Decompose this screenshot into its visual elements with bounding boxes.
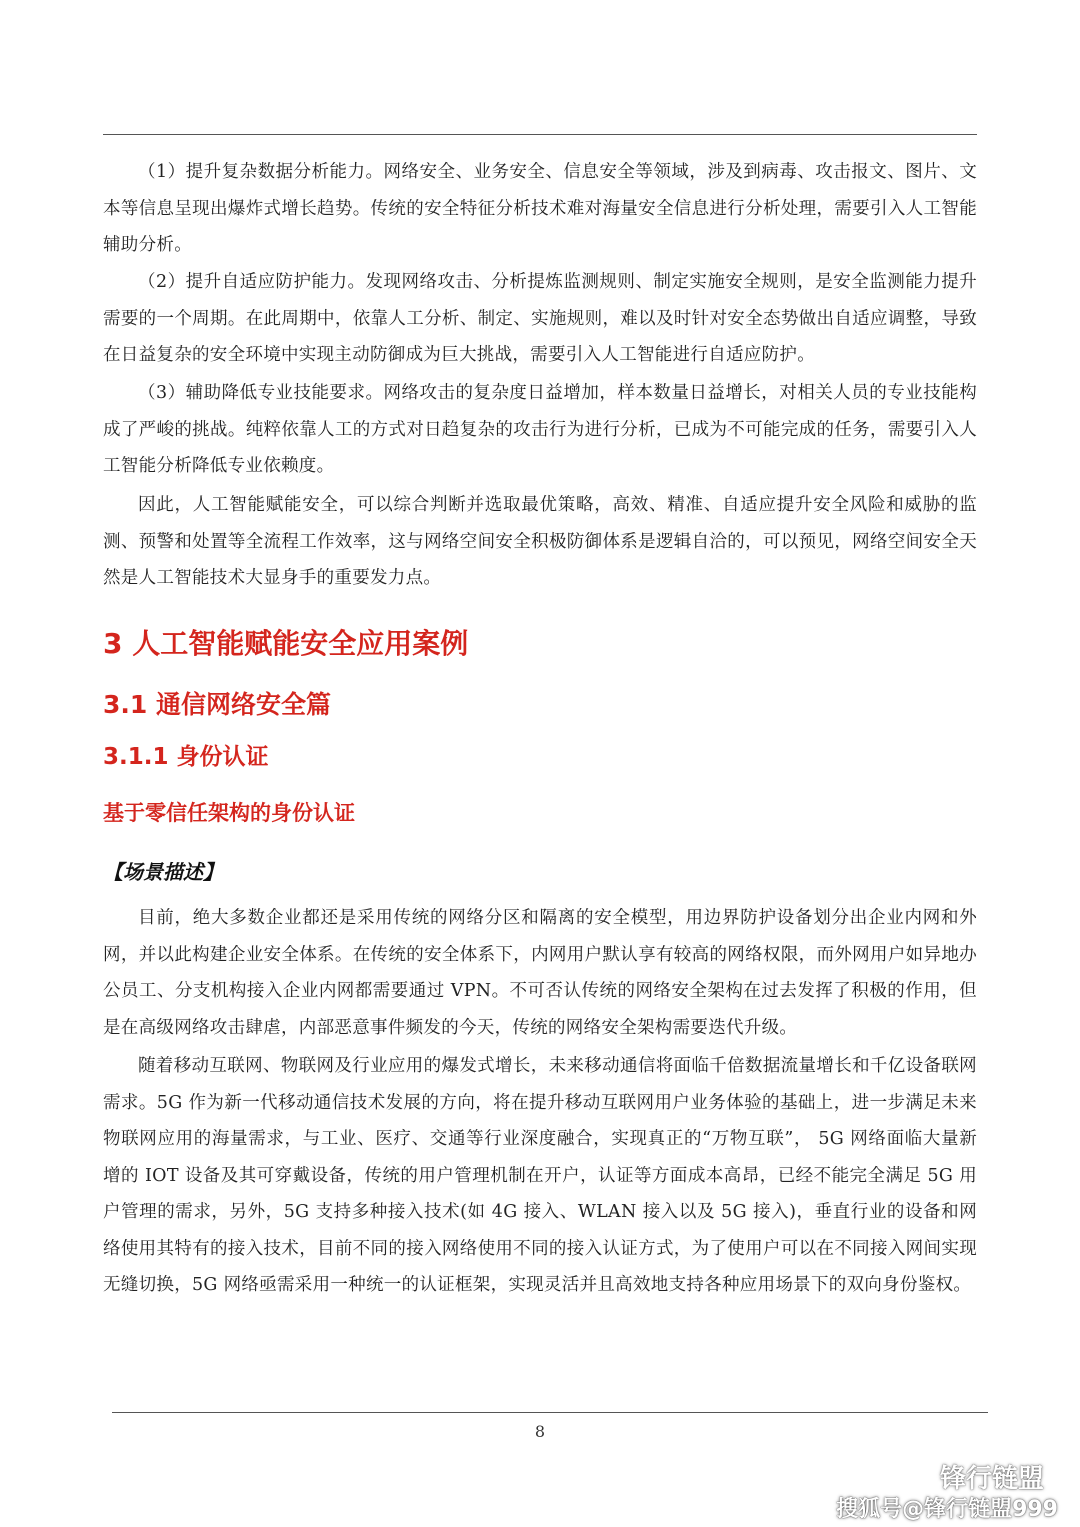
subsection-heading: 3.1 通信网络安全篇	[103, 690, 331, 719]
source-watermark: 搜狐号@锋行链盟999	[836, 1497, 1058, 1522]
subsubsection-heading: 3.1.1 身份认证	[103, 744, 269, 770]
paragraph-6: 随着移动互联网、物联网及行业应用的爆发式增长，未来移动通信将面临千倍数据流量增长和千亿设备联网需求。5G 作为新一代移动通信技术发展的方向，将在提升移动互联网用户业务体验的基础上，进一步满足未来物联网应用的海量需求，与工业、医疗、交通等行业深度融合，实现真正的“万物互联”， 5G 网络面临大量新增的 IOT 设备及其可穿戴设备，传统的用户管理机制在开户，认证等方面成本高昂，已经不能完全满足 5G 用户管理的需求，另外，5G 支持多种接入技术(如 4G 接入、WLAN 接入以及 5G 接入)，垂直行业的设备和网络使用其特有的接入技术，目前不同的接入网络使用不同的接入认证方式，为了使用户可以在不同接入网间实现无缝切换，5G 网络亟需采用一种统一的认证框架，实现灵活并且高效地支持各种应用场景下的双向身份鉴权。	[103, 1056, 977, 1295]
watermark-brand: 锋行链盟	[939, 1464, 1044, 1494]
paragraph-1: （1）提升复杂数据分析能力。网络安全、业务安全、信息安全等领域，涉及到病毒、攻击报文、图片、文本等信息呈现出爆炸式增长趋势。传统的安全特征分析技术难对海量安全信息进行分析处理，需要引入人工智能辅助分析。	[103, 162, 977, 255]
paragraph-3: （3）辅助降低专业技能要求。网络攻击的复杂度日益增加，样本数量日益增长，对相关人员的专业技能构成了严峻的挑战。纯粹依靠人工的方式对日趋复杂的攻击行为进行分析，已成为不可能完成的任务，需要引入人工智能分析降低专业依赖度。	[103, 383, 977, 476]
wechat-watermark	[900, 1458, 1044, 1495]
case-title: 基于零信任架构的身份认证	[103, 801, 355, 825]
section-heading: 3 人工智能赋能安全应用案例	[103, 627, 469, 660]
wechat-icon	[900, 1464, 932, 1490]
scene-label: 【场景描述】	[103, 860, 223, 884]
header-rule	[103, 134, 977, 135]
footer-rule	[112, 1412, 988, 1413]
paragraph-4: 因此，人工智能赋能安全，可以综合判断并选取最优策略，高效、精准、自适应提升安全风险和威胁的监测、预警和处置等全流程工作效率，这与网络空间安全积极防御体系是逻辑自洽的，可以预见，网络空间安全天然是人工智能技术大显身手的重要发力点。	[103, 495, 977, 588]
paragraph-2: （2）提升自适应防护能力。发现网络攻击、分析提炼监测规则、制定实施安全规则，是安全监测能力提升需要的一个周期。在此周期中，依靠人工分析、制定、实施规则，难以及时针对安全态势做出自适应调整，导致在日益复杂的安全环境中实现主动防御成为巨大挑战，需要引入人工智能进行自适应防护。	[103, 272, 977, 365]
paragraph-5: 目前，绝大多数企业都还是采用传统的网络分区和隔离的安全模型，用边界防护设备划分出企业内网和外网，并以此构建企业安全体系。在传统的安全体系下，内网用户默认享有较高的网络权限，而外网用户如异地办公员工、分支机构接入企业内网都需要通过 VPN。不可否认传统的网络安全架构在过去发挥了积极的作用，但是在高级网络攻击肆虐，内部恶意事件频发的今天，传统的网络安全架构需要迭代升级。	[103, 908, 977, 1038]
page-number: 8	[534, 1422, 546, 1441]
